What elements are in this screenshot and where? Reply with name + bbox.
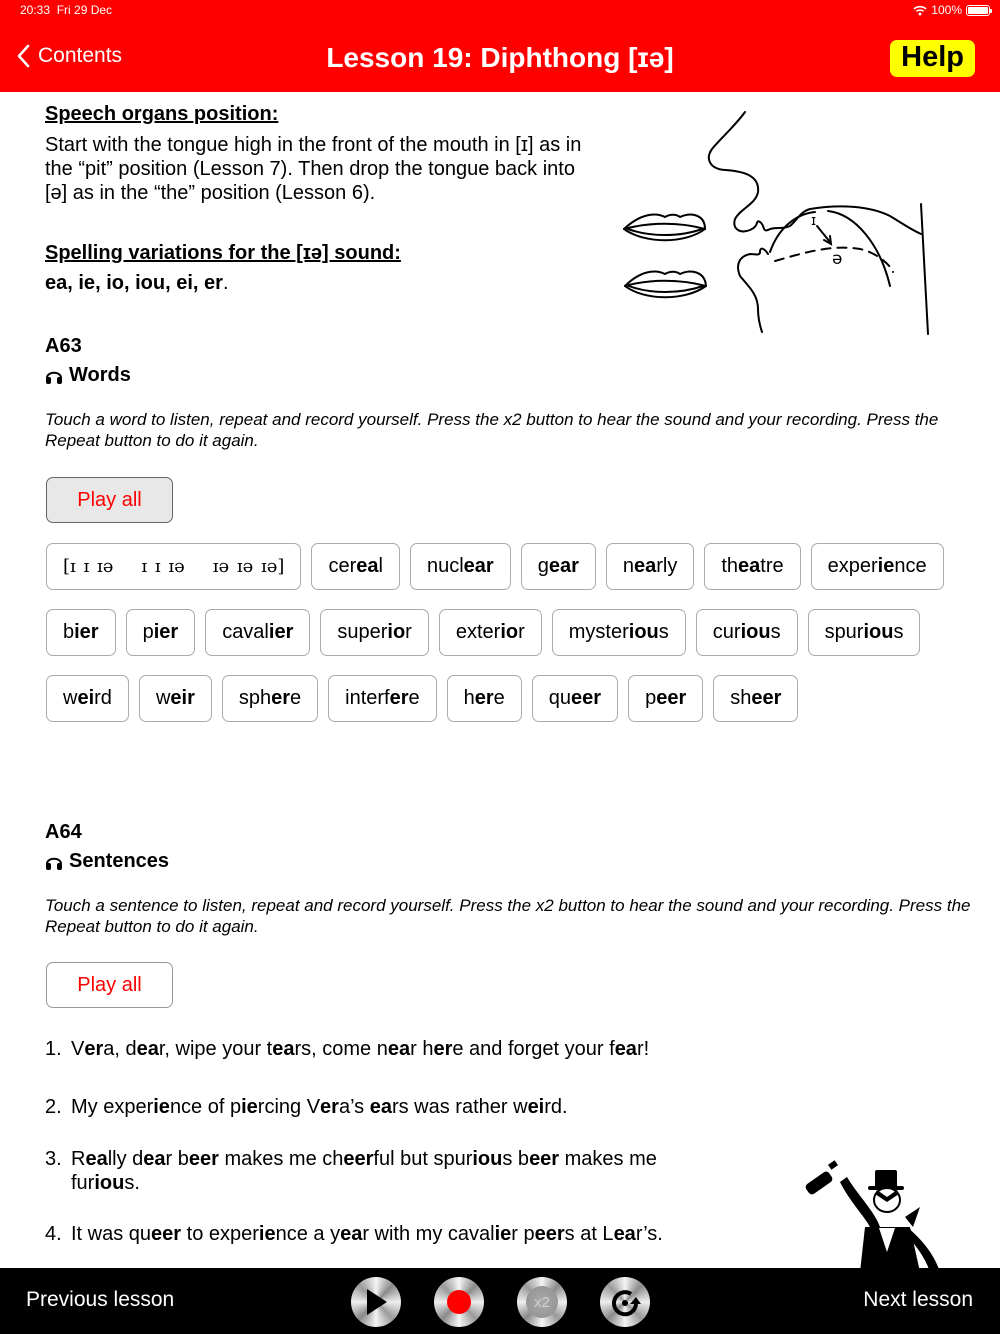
word-list [46,543,966,722]
status-date: Fri 29 Dec [56,3,113,17]
bottom-toolbar [0,1268,1000,1334]
highlighted-spelling: ei [77,687,95,709]
word-button[interactable] [628,675,703,722]
highlighted-spelling: ie [494,1223,512,1245]
spelling-item: io [106,272,124,294]
highlighted-spelling: io [500,621,519,643]
sentences-title-text: Sentences [69,850,170,872]
text-fragment: r p [511,1223,535,1245]
text-fragment: s [770,621,781,643]
help-button[interactable]: Help [890,40,975,77]
headphones-icon [45,367,63,385]
spelling-item: ea [45,272,68,294]
ipa-sequence-button[interactable] [46,543,301,590]
highlighted-spelling: ie [241,1096,258,1118]
chevron-left-icon [16,44,30,68]
highlighted-spelling: ea [85,1148,108,1170]
spelling-variations [45,272,229,295]
word-button[interactable] [46,675,129,722]
spelling-separator: , [95,272,107,294]
word-button[interactable] [447,675,522,722]
text-fragment: r, wipe your t [158,1038,273,1060]
text-fragment: p [645,687,657,709]
record-icon [447,1290,471,1314]
words-title-text: Words [69,364,131,386]
sentence-number: 3. [45,1148,62,1170]
highlighted-spelling: ea [340,1223,363,1245]
wifi-icon [913,5,927,16]
word-button[interactable] [552,609,686,656]
text-fragment: r b [165,1148,189,1170]
sentences-instructions: Touch a sentence to listen, repeat and record yourself. Press the x2 button to hear the sound and your recording. Press the Repeat button to do it again. [45,896,971,936]
highlighted-spelling: ea [356,555,379,577]
highlighted-spelling: ea [614,1038,637,1060]
ipa-group: ɪə ɪə ɪə] [212,556,285,577]
x2-icon: x2 [526,1286,558,1318]
highlighted-spelling: ear [463,555,494,577]
text-fragment: r [405,621,412,643]
text-fragment: spur [824,621,864,643]
highlighted-spelling: er [433,1038,453,1060]
text-fragment: cer [328,555,357,577]
headphones-icon [45,853,63,871]
words-section-code: A63 [45,335,82,357]
text-fragment: p [142,621,154,643]
text-fragment: qu [548,687,572,709]
sentence-item[interactable] [45,1095,705,1119]
highlighted-spelling: ie [153,1096,170,1118]
highlighted-spelling: er [271,687,291,709]
highlighted-spelling: ier [74,621,99,643]
word-button[interactable] [521,543,596,590]
repeat-icon [609,1286,641,1318]
sentence-number: 2. [45,1096,62,1118]
word-button[interactable] [139,675,212,722]
spelling-item: ie [78,272,96,294]
highlighted-spelling: ea [136,1038,159,1060]
word-button[interactable] [811,543,944,590]
word-button[interactable] [126,609,196,656]
text-fragment: b [63,621,75,643]
x2-playback-button[interactable] [517,1277,567,1327]
text-fragment: w [63,687,78,709]
text-fragment: rs was rather w [391,1096,528,1118]
repeat-button[interactable] [600,1277,650,1327]
sentence-number: 4. [45,1223,62,1245]
battery-percent: 100% [931,3,962,17]
highlighted-spelling: er [320,1096,339,1118]
speech-organs-heading: Speech organs position: [45,103,279,125]
highlighted-spelling: eir [170,687,195,709]
text-fragment: r h [410,1038,434,1060]
text-fragment: rd. [544,1096,568,1118]
words-play-all-button[interactable]: Play all [46,477,173,523]
text-fragment: It was qu [71,1223,152,1245]
text-fragment: nce a y [275,1223,341,1245]
text-fragment: e [290,687,302,709]
text-fragment: w [155,687,171,709]
text-fragment: s [658,621,669,643]
status-time [20,3,112,17]
highlighted-spelling: ie [258,1223,276,1245]
highlighted-spelling: ei [527,1096,545,1118]
sentence-text [71,1147,705,1195]
battery-icon [966,5,990,16]
text-fragment: sh [730,687,752,709]
text-fragment: n [622,555,634,577]
text-fragment: r with my caval [362,1223,495,1245]
highlighted-spelling: ea [738,555,761,577]
sentence-text [71,1037,649,1061]
highlighted-spelling: eer [534,1223,565,1245]
sentences-section-code: A64 [45,821,82,843]
highlighted-spelling: eer [343,1148,374,1170]
text-fragment: ful but spur [373,1148,473,1170]
ipa-start-symbol: ɪ [811,213,817,229]
status-clock: 20:33 [20,3,51,17]
text-fragment: s at L [564,1223,614,1245]
highlighted-spelling: ea [387,1038,411,1060]
ipa-end-symbol: ə [832,249,843,269]
word-button[interactable] [808,609,921,656]
page-title: Lesson 19: Diphthong [ɪə] [326,42,674,73]
highlighted-spelling: ier [153,621,179,643]
ipa-group: [ɪ ɪ ɪə [63,556,114,577]
words-instructions: Touch a word to listen, repeat and record yourself. Press the x2 button to hear the sound and your recording. Press the Repeat button to do it again. [45,410,939,450]
text-fragment: nce of p [169,1096,242,1118]
play-icon [363,1287,389,1317]
sentence-item[interactable] [45,1222,705,1246]
spelling-separator: , [123,272,136,294]
spelling-terminator: . [222,272,229,294]
word-button[interactable] [606,543,694,590]
text-fragment: a, d [103,1038,137,1060]
sentence-text [71,1095,568,1119]
text-fragment: exper [827,555,878,577]
text-fragment: s. [124,1172,140,1194]
highlighted-spelling: er [389,687,409,709]
cartoon-figure-illustration [795,1132,970,1272]
mouth-diagram [610,104,950,344]
sentences-play-all-button[interactable]: Play all [46,962,173,1008]
word-button[interactable] [311,543,400,590]
highlighted-spelling: ier [268,621,294,643]
text-fragment: h [463,687,475,709]
text-fragment: r’s. [635,1223,663,1245]
ipa-group: ɪ ɪ ɪə [141,556,185,577]
words-section-title [45,364,131,387]
highlighted-spelling: er [84,1038,104,1060]
lips-open-icon [625,272,706,298]
sentence-number: 1. [45,1038,62,1060]
highlighted-spelling: eer [529,1148,560,1170]
spelling-item: iou [135,272,166,294]
contents-back-button[interactable] [16,44,122,68]
highlighted-spelling: ear [548,555,579,577]
text-fragment: s [893,621,904,643]
text-fragment: e and forget your f [452,1038,615,1060]
text-fragment: makes me ch [218,1148,344,1170]
highlighted-spelling: iou [472,1148,503,1170]
word-button[interactable] [205,609,310,656]
text-fragment: lly d [107,1148,144,1170]
highlighted-spelling: iou [94,1172,125,1194]
highlighted-spelling: iou [628,621,659,643]
spelling-separator: , [192,272,205,294]
text-fragment: r [518,621,525,643]
text-fragment: myster [568,621,629,643]
word-button[interactable] [328,675,437,722]
spelling-item: er [204,272,223,294]
highlighted-spelling: ie [877,555,895,577]
text-fragment: R [71,1148,86,1170]
text-fragment: tre [760,555,784,577]
sentence-item[interactable] [45,1037,705,1061]
word-button[interactable] [222,675,318,722]
word-button[interactable] [532,675,618,722]
text-fragment: s b [502,1148,530,1170]
spelling-separator: , [165,272,177,294]
spelling-item: ei [176,272,193,294]
speech-organs-text: Start with the tongue high in the front of the mouth in [ɪ] as in the “pit” position (Lesson 7). Then drop the tongue back into [ə] as in the “the” position (Lesson 6). [45,134,582,204]
next-lesson-button[interactable]: Next lesson [863,1288,973,1311]
back-label: Contents [38,44,123,67]
lips-closed-icon [624,215,705,241]
navigation-bar [0,0,1000,92]
word-button[interactable] [320,609,428,656]
highlighted-spelling: iou [863,621,894,643]
status-indicators [913,3,990,17]
text-fragment: r! [636,1038,650,1060]
text-fragment: a’s [338,1096,370,1118]
highlighted-spelling: eer [751,687,782,709]
text-fragment: nce [894,555,927,577]
highlighted-spelling: ea [633,555,657,577]
sentence-item[interactable] [45,1147,705,1195]
text-fragment: interf [345,687,390,709]
text-fragment: caval [222,621,269,643]
text-fragment: e [408,687,420,709]
highlighted-spelling: eer [151,1223,182,1245]
text-fragment: rs, come n [294,1038,388,1060]
text-fragment: makes me fur [71,1148,657,1194]
text-fragment: e [493,687,505,709]
lesson-content [0,92,1000,1268]
word-button[interactable] [439,609,542,656]
previous-lesson-button[interactable]: Previous lesson [26,1288,175,1311]
highlighted-spelling: eer [656,687,687,709]
text-fragment: exter [455,621,501,643]
text-fragment: rd [94,687,112,709]
highlighted-spelling: ea [613,1223,636,1245]
highlighted-spelling: ea [143,1148,166,1170]
text-fragment: nucl [426,555,464,577]
highlighted-spelling: er [474,687,494,709]
text-fragment: th [721,555,739,577]
text-fragment: to exper [181,1223,259,1245]
word-button[interactable] [713,675,798,722]
text-fragment: V [71,1038,85,1060]
sentence-text [71,1222,663,1246]
text-fragment: My exper [71,1096,154,1118]
word-button[interactable] [696,609,798,656]
highlighted-spelling: eer [571,687,602,709]
highlighted-spelling: ea [369,1096,392,1118]
text-fragment: super [337,621,388,643]
text-fragment: cur [712,621,741,643]
highlighted-spelling: eer [188,1148,219,1170]
text-fragment: l [378,555,383,577]
text-fragment: rcing V [257,1096,321,1118]
highlighted-spelling: io [387,621,406,643]
word-button[interactable] [704,543,800,590]
spelling-separator: , [67,272,79,294]
record-button[interactable] [434,1277,484,1327]
spelling-heading: Spelling variations for the [ɪə] sound: [45,242,401,264]
highlighted-spelling: iou [740,621,771,643]
sentences-section-title [45,850,169,873]
word-button[interactable] [410,543,511,590]
highlighted-spelling: ea [272,1038,295,1060]
text-fragment: rly [656,555,678,577]
word-button[interactable] [46,609,116,656]
play-button[interactable] [351,1277,401,1327]
text-fragment: g [537,555,549,577]
text-fragment: sph [238,687,272,709]
